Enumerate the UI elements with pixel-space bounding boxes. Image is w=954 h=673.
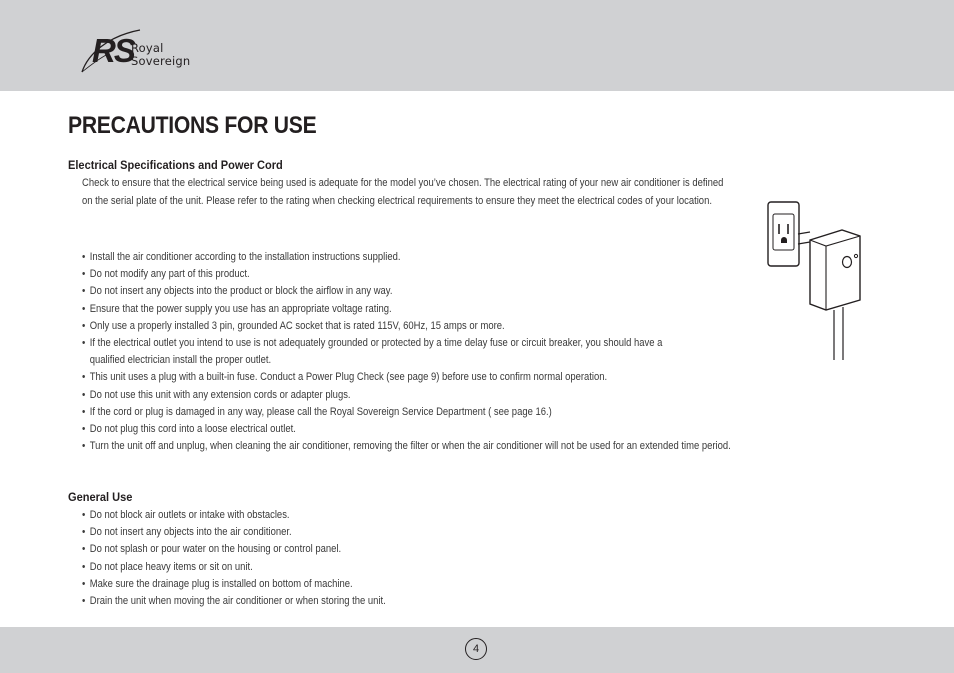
- bullet-dot: •: [82, 405, 86, 418]
- list-item: [82, 249, 731, 266]
- bullet-dot: •: [82, 440, 86, 453]
- bullet-dot: •: [82, 595, 86, 608]
- list-item-text: Do not plug this cord into a loose electrical outlet.: [89, 423, 296, 436]
- list-item-text: If the electrical outlet you intend to use is not adequately grounded or protected by a time delay fuse or circuit breaker, you should have a: [89, 337, 663, 350]
- electrical-intro-text: Check to ensure that the electrical service being used is adequate for the model you’ve chosen. The electrical rating of your new air conditioner is defined on the serial plate of the unit. Please refer to the rating when checking electrical requirements to ensure they meet the electrical codes of your location.: [82, 177, 724, 207]
- bullet-dot: •: [82, 388, 86, 401]
- logo-word-sovereign: Sovereign: [131, 54, 191, 68]
- bullet-dot: •: [82, 337, 86, 350]
- list-item-text: Only use a properly installed 3 pin, grounded AC socket that is rated 115V, 60Hz, 15 amps or more.: [89, 319, 505, 332]
- logo-word-royal: Royal: [131, 41, 164, 55]
- list-item-text: Do not insert any objects into the product or block the airflow in any way.: [89, 285, 393, 298]
- list-item: [82, 335, 731, 369]
- list-item: [82, 541, 386, 558]
- list-item: [82, 369, 731, 386]
- bullet-dot: •: [82, 543, 86, 556]
- list-item: [82, 404, 731, 421]
- section-heading-general: General Use: [68, 490, 133, 504]
- list-item-text: Do not modify any part of this product.: [89, 268, 250, 281]
- outlet-plug-illustration: [764, 196, 868, 362]
- list-item-text: Ensure that the power supply you use has an appropriate voltage rating.: [89, 302, 392, 315]
- bullet-dot: •: [82, 268, 86, 281]
- royal-sovereign-logo: [78, 24, 218, 78]
- page-number: 4: [465, 638, 487, 660]
- list-item: [82, 301, 731, 318]
- list-item: [82, 421, 731, 438]
- list-item: [82, 524, 386, 541]
- page-title: PRECAUTIONS FOR USE: [68, 112, 317, 139]
- list-item: [82, 576, 386, 593]
- list-item-text: This unit uses a plug with a built-in fuse. Conduct a Power Plug Check (see page 9) before use to confirm normal operation.: [89, 371, 608, 384]
- bullet-dot: •: [82, 577, 86, 590]
- bullet-dot: •: [82, 285, 86, 298]
- list-item: [82, 507, 386, 524]
- list-item-text: Drain the unit when moving the air conditioner or when storing the unit.: [89, 595, 386, 608]
- list-item-text: Make sure the drainage plug is installed on bottom of machine.: [89, 577, 353, 590]
- list-item-text: Do not use this unit with any extension cords or adapter plugs.: [89, 388, 351, 401]
- electrical-intro: [82, 175, 772, 210]
- section-heading-electrical: Electrical Specifications and Power Cord: [68, 158, 283, 172]
- header-band: [0, 0, 954, 91]
- electrical-bullet-list: [82, 249, 836, 455]
- list-item-text: Do not place heavy items or sit on unit.: [89, 560, 253, 573]
- bullet-dot: •: [82, 509, 86, 521]
- list-item-text: Turn the unit off and unplug, when cleaning the air conditioner, removing the filter or when the air conditioner will not be used for an extended time period.: [89, 440, 731, 453]
- list-item-text: If the cord or plug is damaged in any way, please call the Royal Sovereign Service Department ( see page 16.): [89, 405, 552, 418]
- list-item: [82, 387, 731, 404]
- list-item: [82, 283, 731, 300]
- list-item: [82, 438, 731, 455]
- list-item: [82, 266, 731, 283]
- general-bullet-list: [82, 507, 435, 610]
- list-item-continuation: qualified electrician install the proper outlet.: [89, 354, 272, 367]
- list-item: [82, 318, 731, 335]
- bullet-dot: •: [82, 526, 86, 539]
- bullet-dot: •: [82, 371, 86, 384]
- list-item: [82, 593, 386, 610]
- bullet-dot: •: [82, 319, 86, 332]
- bullet-dot: •: [82, 302, 86, 315]
- list-item: [82, 559, 386, 576]
- list-item-text: Do not insert any objects into the air conditioner.: [89, 526, 292, 539]
- bullet-dot: •: [82, 251, 86, 263]
- wall-outlet-plug-icon: [764, 196, 868, 362]
- list-item-text: Install the air conditioner according to the installation instructions supplied.: [89, 251, 401, 263]
- list-item-text: Do not splash or pour water on the housing or control panel.: [89, 543, 342, 556]
- bullet-dot: •: [82, 560, 86, 573]
- logo-wordmark: [131, 42, 190, 68]
- bullet-dot: •: [82, 423, 86, 436]
- logo-monogram: RS: [92, 32, 134, 69]
- list-item-text: Do not block air outlets or intake with obstacles.: [89, 509, 290, 521]
